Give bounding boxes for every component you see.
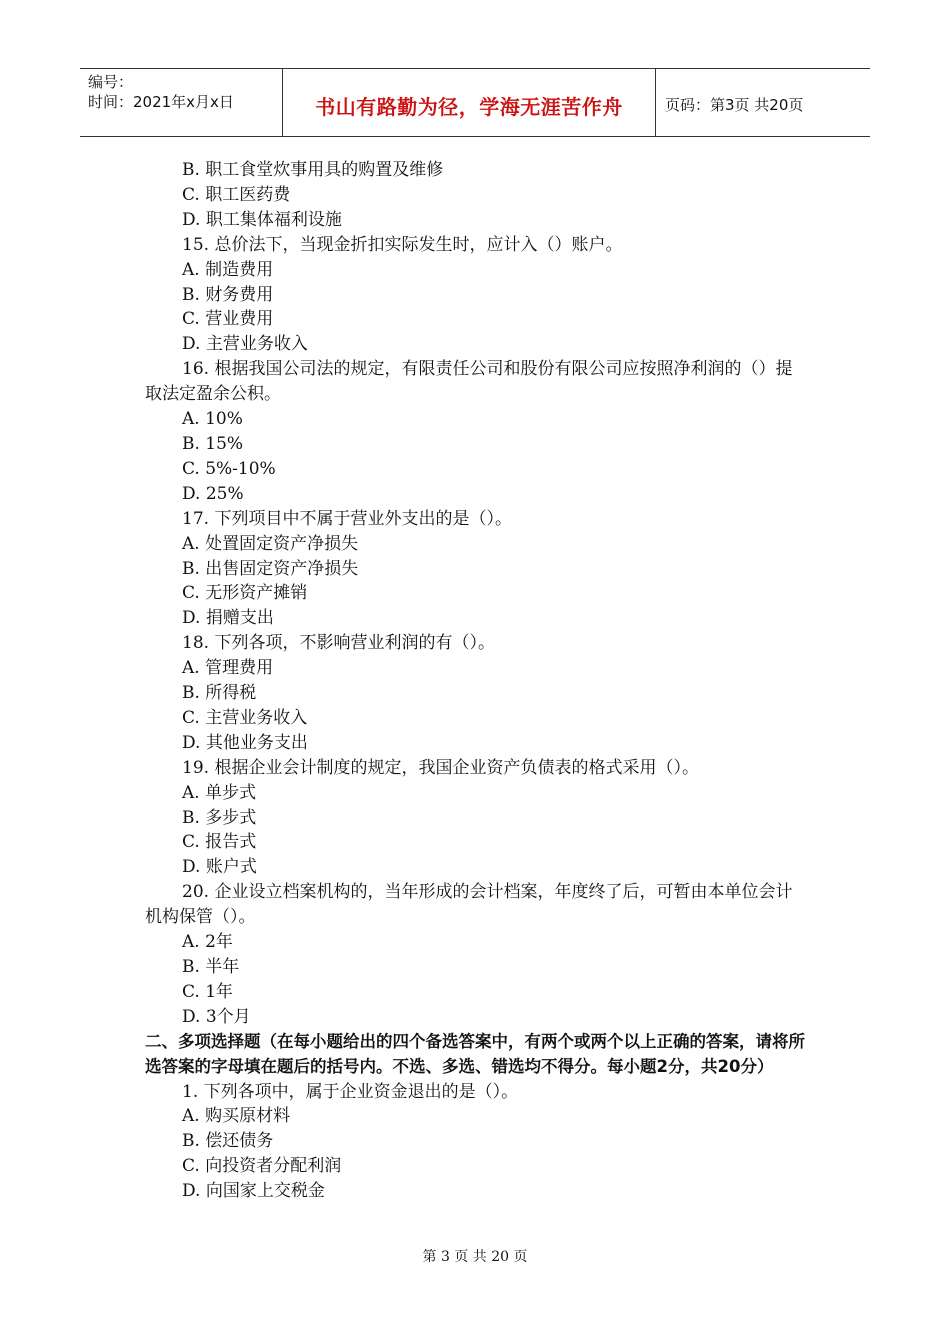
answer-option: B. 所得税 [182, 683, 257, 704]
answer-option: B. 半年 [182, 957, 240, 977]
answer-option: C. 无形资产摊销 [182, 583, 308, 604]
header-motto: 书山有路勤为径，学海无涯苦作舟 [315, 95, 623, 119]
question-text: 16. 根据我国公司法的规定，有限责任公司和股份有限公司应按照净利润的（）提取法定盈余公积。 [145, 359, 793, 405]
answer-option: C. 职工医药费 [182, 184, 291, 205]
header-motto-cell [282, 69, 656, 136]
answer-option: D. 职工集体福利设施 [182, 209, 342, 230]
header-page-label: 页码：第3页 共20页 [665, 96, 804, 114]
answer-option: A. 处置固定资产净损失 [182, 533, 359, 554]
answer-option: A. 制造费用 [182, 259, 274, 280]
document-number-label: 编号： [88, 73, 134, 91]
answer-option: A. 10% [182, 409, 243, 430]
answer-option: A. 单步式 [182, 782, 257, 803]
question-text: 1. 下列各项中，属于企业资金退出的是（）。 [182, 1081, 519, 1102]
answer-option: B. 偿还债务 [182, 1131, 274, 1152]
answer-option: C. 主营业务收入 [182, 707, 308, 728]
answer-option: D. 3个月 [182, 1006, 251, 1027]
section-heading: 二、多项选择题（在每小题给出的四个备选答案中，有两个或两个以上正确的答案，请将所选答案的字母填在题后的括号内。不选、多选、错选均不得分。每小题2分，共20分） [145, 1031, 805, 1076]
answer-option: D. 捐赠支出 [182, 608, 274, 629]
question-text: 17. 下列项目中不属于营业外支出的是（）。 [182, 508, 512, 529]
answer-option: D. 其他业务支出 [182, 732, 308, 753]
question-text: 18. 下列各项，不影响营业利润的有（）。 [182, 633, 495, 654]
answer-option: B. 职工食堂炊事用具的购置及维修 [182, 160, 444, 180]
answer-option: C. 营业费用 [182, 309, 274, 330]
header-meta [80, 69, 282, 136]
answer-option: D. 账户式 [182, 857, 257, 878]
document-body [145, 158, 805, 1204]
answer-option: C. 报告式 [182, 832, 257, 853]
document-time-label: 时间：2021年x月x日 [88, 93, 234, 111]
answer-option: C. 向投资者分配利润 [182, 1156, 342, 1177]
answer-option: C. 5%-10% [182, 458, 276, 479]
answer-option: C. 1年 [182, 981, 234, 1002]
answer-option: B. 15% [182, 433, 244, 454]
page-footer: 第 3 页 共 20 页 [422, 1249, 528, 1265]
answer-option: B. 多步式 [182, 807, 257, 828]
answer-option: D. 主营业务收入 [182, 334, 308, 355]
question-text: 19. 根据企业会计制度的规定，我国企业资产负债表的格式采用（）。 [182, 757, 699, 778]
document-header [80, 68, 870, 137]
question-text: 15. 总价法下，当现金折扣实际发生时，应计入（）账户。 [182, 234, 623, 255]
question-text: 20. 企业设立档案机构的，当年形成的会计档案，年度终了后，可暂由本单位会计机构保管（）。 [145, 882, 793, 928]
answer-option: B. 出售固定资产净损失 [182, 558, 359, 579]
answer-option: B. 财务费用 [182, 284, 274, 305]
answer-option: A. 购买原材料 [182, 1106, 291, 1127]
answer-option: D. 向国家上交税金 [182, 1181, 325, 1202]
answer-option: A. 2年 [182, 932, 233, 953]
header-page-cell [655, 69, 870, 136]
answer-option: D. 25% [182, 483, 244, 504]
answer-option: A. 管理费用 [182, 658, 274, 679]
